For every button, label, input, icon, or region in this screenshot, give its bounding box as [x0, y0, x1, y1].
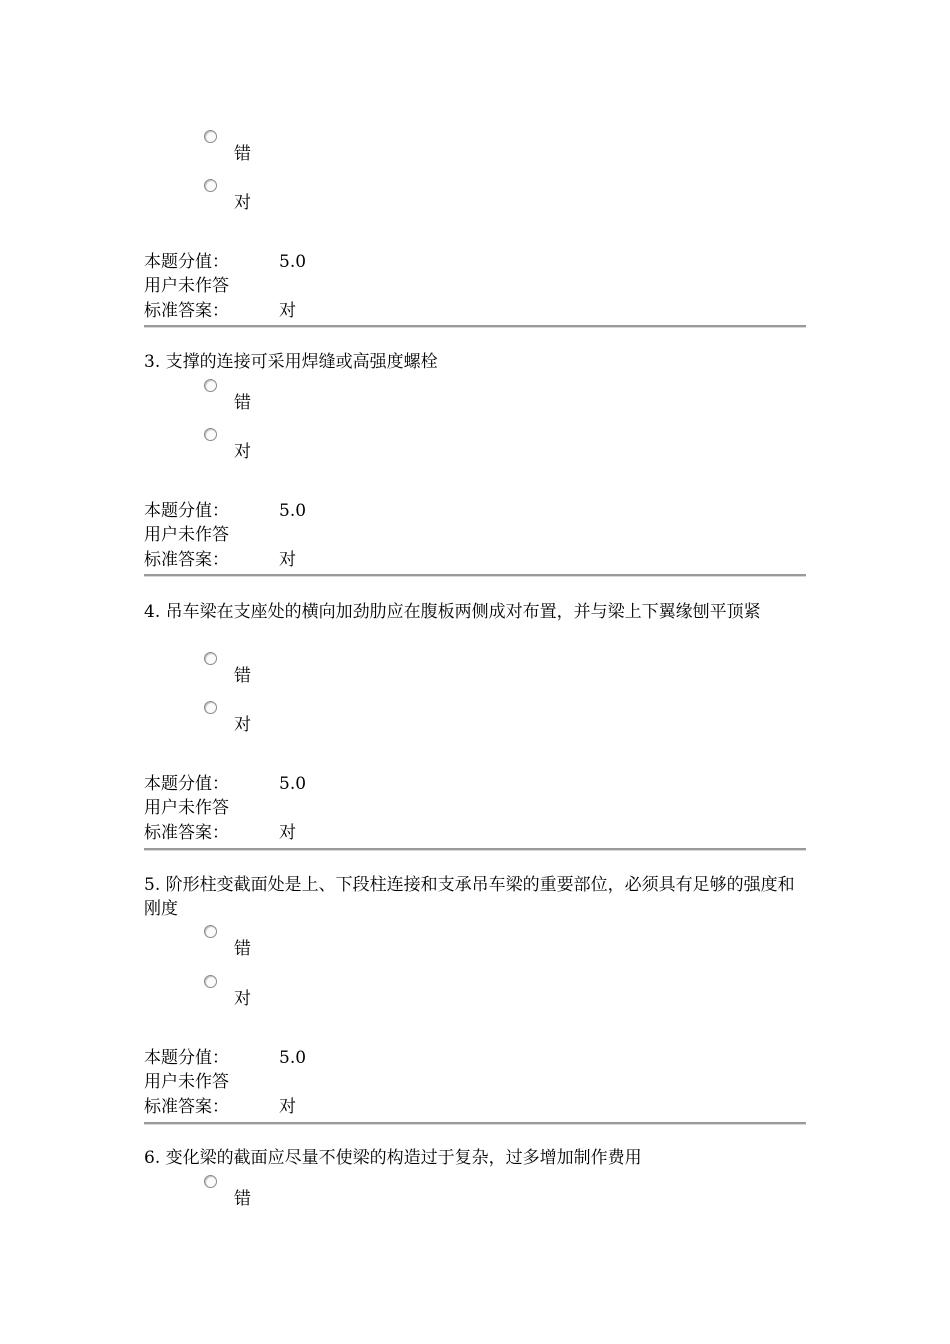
- score-label: 本题分值：: [144, 774, 229, 794]
- score-value: 5.0: [279, 1048, 307, 1068]
- standard-answer-label: 标准答案：: [144, 301, 229, 321]
- divider: [144, 325, 806, 328]
- question-text: 6. 变化梁的截面应尽量不使梁的构造过于复杂，过多增加制作费用: [144, 1148, 642, 1168]
- score-label: 本题分值：: [144, 252, 229, 272]
- score-label: 本题分值：: [144, 501, 229, 521]
- unanswered-label: 用户未作答: [144, 276, 229, 296]
- option-right-label: 对: [234, 715, 251, 735]
- standard-answer-label: 标准答案：: [144, 823, 229, 843]
- standard-answer-label: 标准答案：: [144, 1097, 229, 1117]
- unanswered-label: 用户未作答: [144, 1072, 229, 1092]
- divider: [144, 848, 806, 851]
- radio-wrong[interactable]: [204, 130, 217, 143]
- option-wrong-label: 错: [234, 939, 251, 959]
- question-text: 5. 阶形柱变截面处是上、下段柱连接和支承吊车梁的重要部位，必须具有足够的强度和刚度: [144, 875, 795, 919]
- score-value: 5.0: [279, 501, 307, 521]
- option-right-label: 对: [234, 989, 251, 1009]
- divider: [144, 1122, 806, 1125]
- standard-answer-value: 对: [279, 301, 296, 321]
- standard-answer-value: 对: [279, 550, 296, 570]
- option-wrong-label: 错: [234, 666, 251, 686]
- score-value: 5.0: [279, 252, 307, 272]
- radio-right[interactable]: [204, 975, 217, 988]
- radio-right[interactable]: [204, 701, 217, 714]
- standard-answer-value: 对: [279, 1097, 296, 1117]
- unanswered-label: 用户未作答: [144, 798, 229, 818]
- option-wrong-label: 错: [234, 144, 251, 164]
- radio-right[interactable]: [204, 179, 217, 192]
- question-text: 4. 吊车梁在支座处的横向加劲肋应在腹板两侧成对布置，并与梁上下翼缘刨平顶紧: [144, 602, 761, 622]
- option-right-label: 对: [234, 442, 251, 462]
- divider: [144, 574, 806, 577]
- option-wrong-label: 错: [234, 1189, 251, 1209]
- radio-right[interactable]: [204, 428, 217, 441]
- radio-wrong[interactable]: [204, 379, 217, 392]
- score-value: 5.0: [279, 774, 307, 794]
- option-wrong-label: 错: [234, 393, 251, 413]
- question-text: 3. 支撑的连接可采用焊缝或高强度螺栓: [144, 352, 438, 372]
- standard-answer-value: 对: [279, 823, 296, 843]
- score-label: 本题分值：: [144, 1048, 229, 1068]
- radio-wrong[interactable]: [204, 652, 217, 665]
- unanswered-label: 用户未作答: [144, 525, 229, 545]
- radio-wrong[interactable]: [204, 925, 217, 938]
- standard-answer-label: 标准答案：: [144, 550, 229, 570]
- option-right-label: 对: [234, 193, 251, 213]
- radio-wrong[interactable]: [204, 1175, 217, 1188]
